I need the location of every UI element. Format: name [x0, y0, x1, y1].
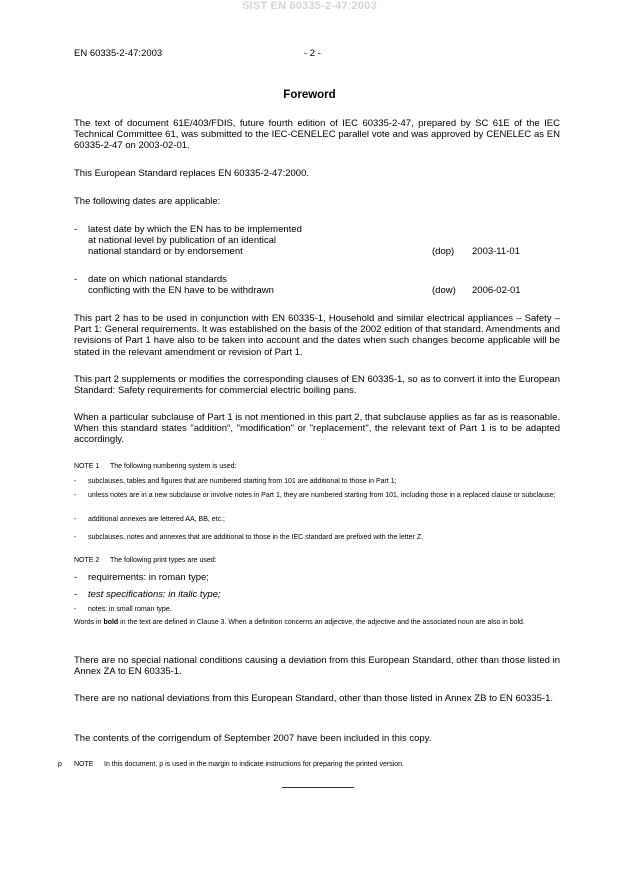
document-id: EN 60335-2-47:2003	[74, 48, 163, 59]
note1-text: The following numbering system is used:	[110, 463, 237, 470]
note2-text: The following print types are used:	[110, 557, 217, 564]
list-dash: -	[74, 274, 78, 285]
note1-item: subclauses, notes and annexes that are additional to those in the IEC standard are prefixed with the letter Z.	[88, 534, 424, 541]
list-dash: -	[74, 224, 78, 235]
intro-paragraph: The text of document 61E/403/FDIS, future fourth edition of IEC 60335-2-47, prepared by SC 61E of the IEC Technical Committee 61, was submitted to the IEC-CENELEC parallel vote and was approved by CENELEC as EN 60335-2-47 on 2003-02-01.	[74, 118, 560, 152]
print-type-notes: notes: in small roman type.	[88, 606, 172, 613]
date-item-line: national standard or by endorsement	[88, 246, 243, 257]
date-value: 2003-11-01	[472, 246, 520, 257]
bold-words-text: in the text are defined in Clause 3. When a definition concerns an adjective, the adjective and the associated noun are also in bold.	[118, 619, 525, 626]
watermark: SIST EN 60335-2-47:2003	[242, 0, 377, 12]
page-title: Foreword	[283, 89, 336, 101]
bold-words-note	[74, 619, 560, 627]
list-dash: -	[74, 492, 77, 499]
page-number: - 2 -	[304, 48, 321, 59]
list-dash: -	[74, 572, 78, 583]
print-type-test-specifications: test specifications: in italic type;	[88, 589, 221, 600]
bold-words-text: Words in	[74, 619, 104, 626]
date-item-line: at national level by publication of an identical	[88, 235, 277, 246]
final-note-label: NOTE	[74, 761, 94, 768]
date-item-line: conflicting with the EN have to be withdrawn	[88, 285, 274, 296]
supplements-paragraph: This part 2 supplements or modifies the corresponding clauses of EN 60335-1, so as to convert it into the European Standard: Safety requirements for commercial electric boiling pans.	[74, 374, 560, 397]
date-item-line: latest date by which the EN has to be implemented	[88, 224, 302, 235]
end-separator	[282, 787, 354, 788]
subclause-paragraph: When a particular subclause of Part 1 is not mentioned in this part 2, that subclause applies as far as is reasonable. When this standard states "addition", "modification" or "replacement", the relevant text of Part 1 is to be adapted accordingly.	[74, 412, 560, 446]
print-type-requirements: requirements: in roman type;	[88, 572, 209, 583]
note1-item: subclauses, tables and figures that are numbered starting from 101 are additional to those in Part 1;	[88, 478, 397, 485]
part1-paragraph: This part 2 has to be used in conjunction with EN 60335-1, Household and similar electrical appliances – Safety – Part 1: General requirements. It was established on the basis of the 2002 edition of that standard. Amendments and revisions of Part 1 have also to be taken into account and the dates when such changes become applicable will be stated in the relevant amendment or revision of Part 1.	[74, 313, 560, 358]
bold-words-emphasis: bold	[103, 619, 119, 626]
note1-item: unless notes are in a new subclause or involve notes in Part 1, they are numbered starting from 101, including those in a replaced clause or subclause;	[88, 492, 556, 499]
note1-item: additional annexes are lettered AA, BB, etc.;	[88, 516, 225, 523]
national-deviations-paragraph: There are no national deviations from this European Standard, other than those listed in Annex ZB to EN 60335-1.	[74, 693, 553, 704]
date-code: (dop)	[432, 246, 455, 257]
date-value: 2006-02-01	[472, 285, 521, 296]
dates-intro: The following dates are applicable:	[74, 196, 221, 207]
list-dash: -	[74, 478, 77, 485]
note2-label: NOTE 2	[74, 557, 100, 564]
final-note-text: In this document, p is used in the margin to indicate instructions for preparing the printed version.	[104, 761, 404, 768]
list-dash: -	[74, 516, 77, 523]
list-dash: -	[74, 589, 78, 600]
date-item-line: date on which national standards	[88, 274, 227, 285]
margin-marker: p	[58, 761, 62, 768]
list-dash: -	[74, 534, 77, 541]
national-conditions-paragraph: There are no special national conditions causing a deviation from this European Standard, other than those listed in Annex ZA to EN 60335-1.	[74, 655, 560, 678]
corrigendum-paragraph: The contents of the corrigendum of September 2007 have been included in this copy.	[74, 733, 432, 744]
list-dash: -	[74, 606, 77, 613]
replaces-paragraph: This European Standard replaces EN 60335-2-47:2000.	[74, 168, 310, 179]
note1-label: NOTE 1	[74, 463, 100, 470]
date-code: (dow)	[432, 285, 456, 296]
